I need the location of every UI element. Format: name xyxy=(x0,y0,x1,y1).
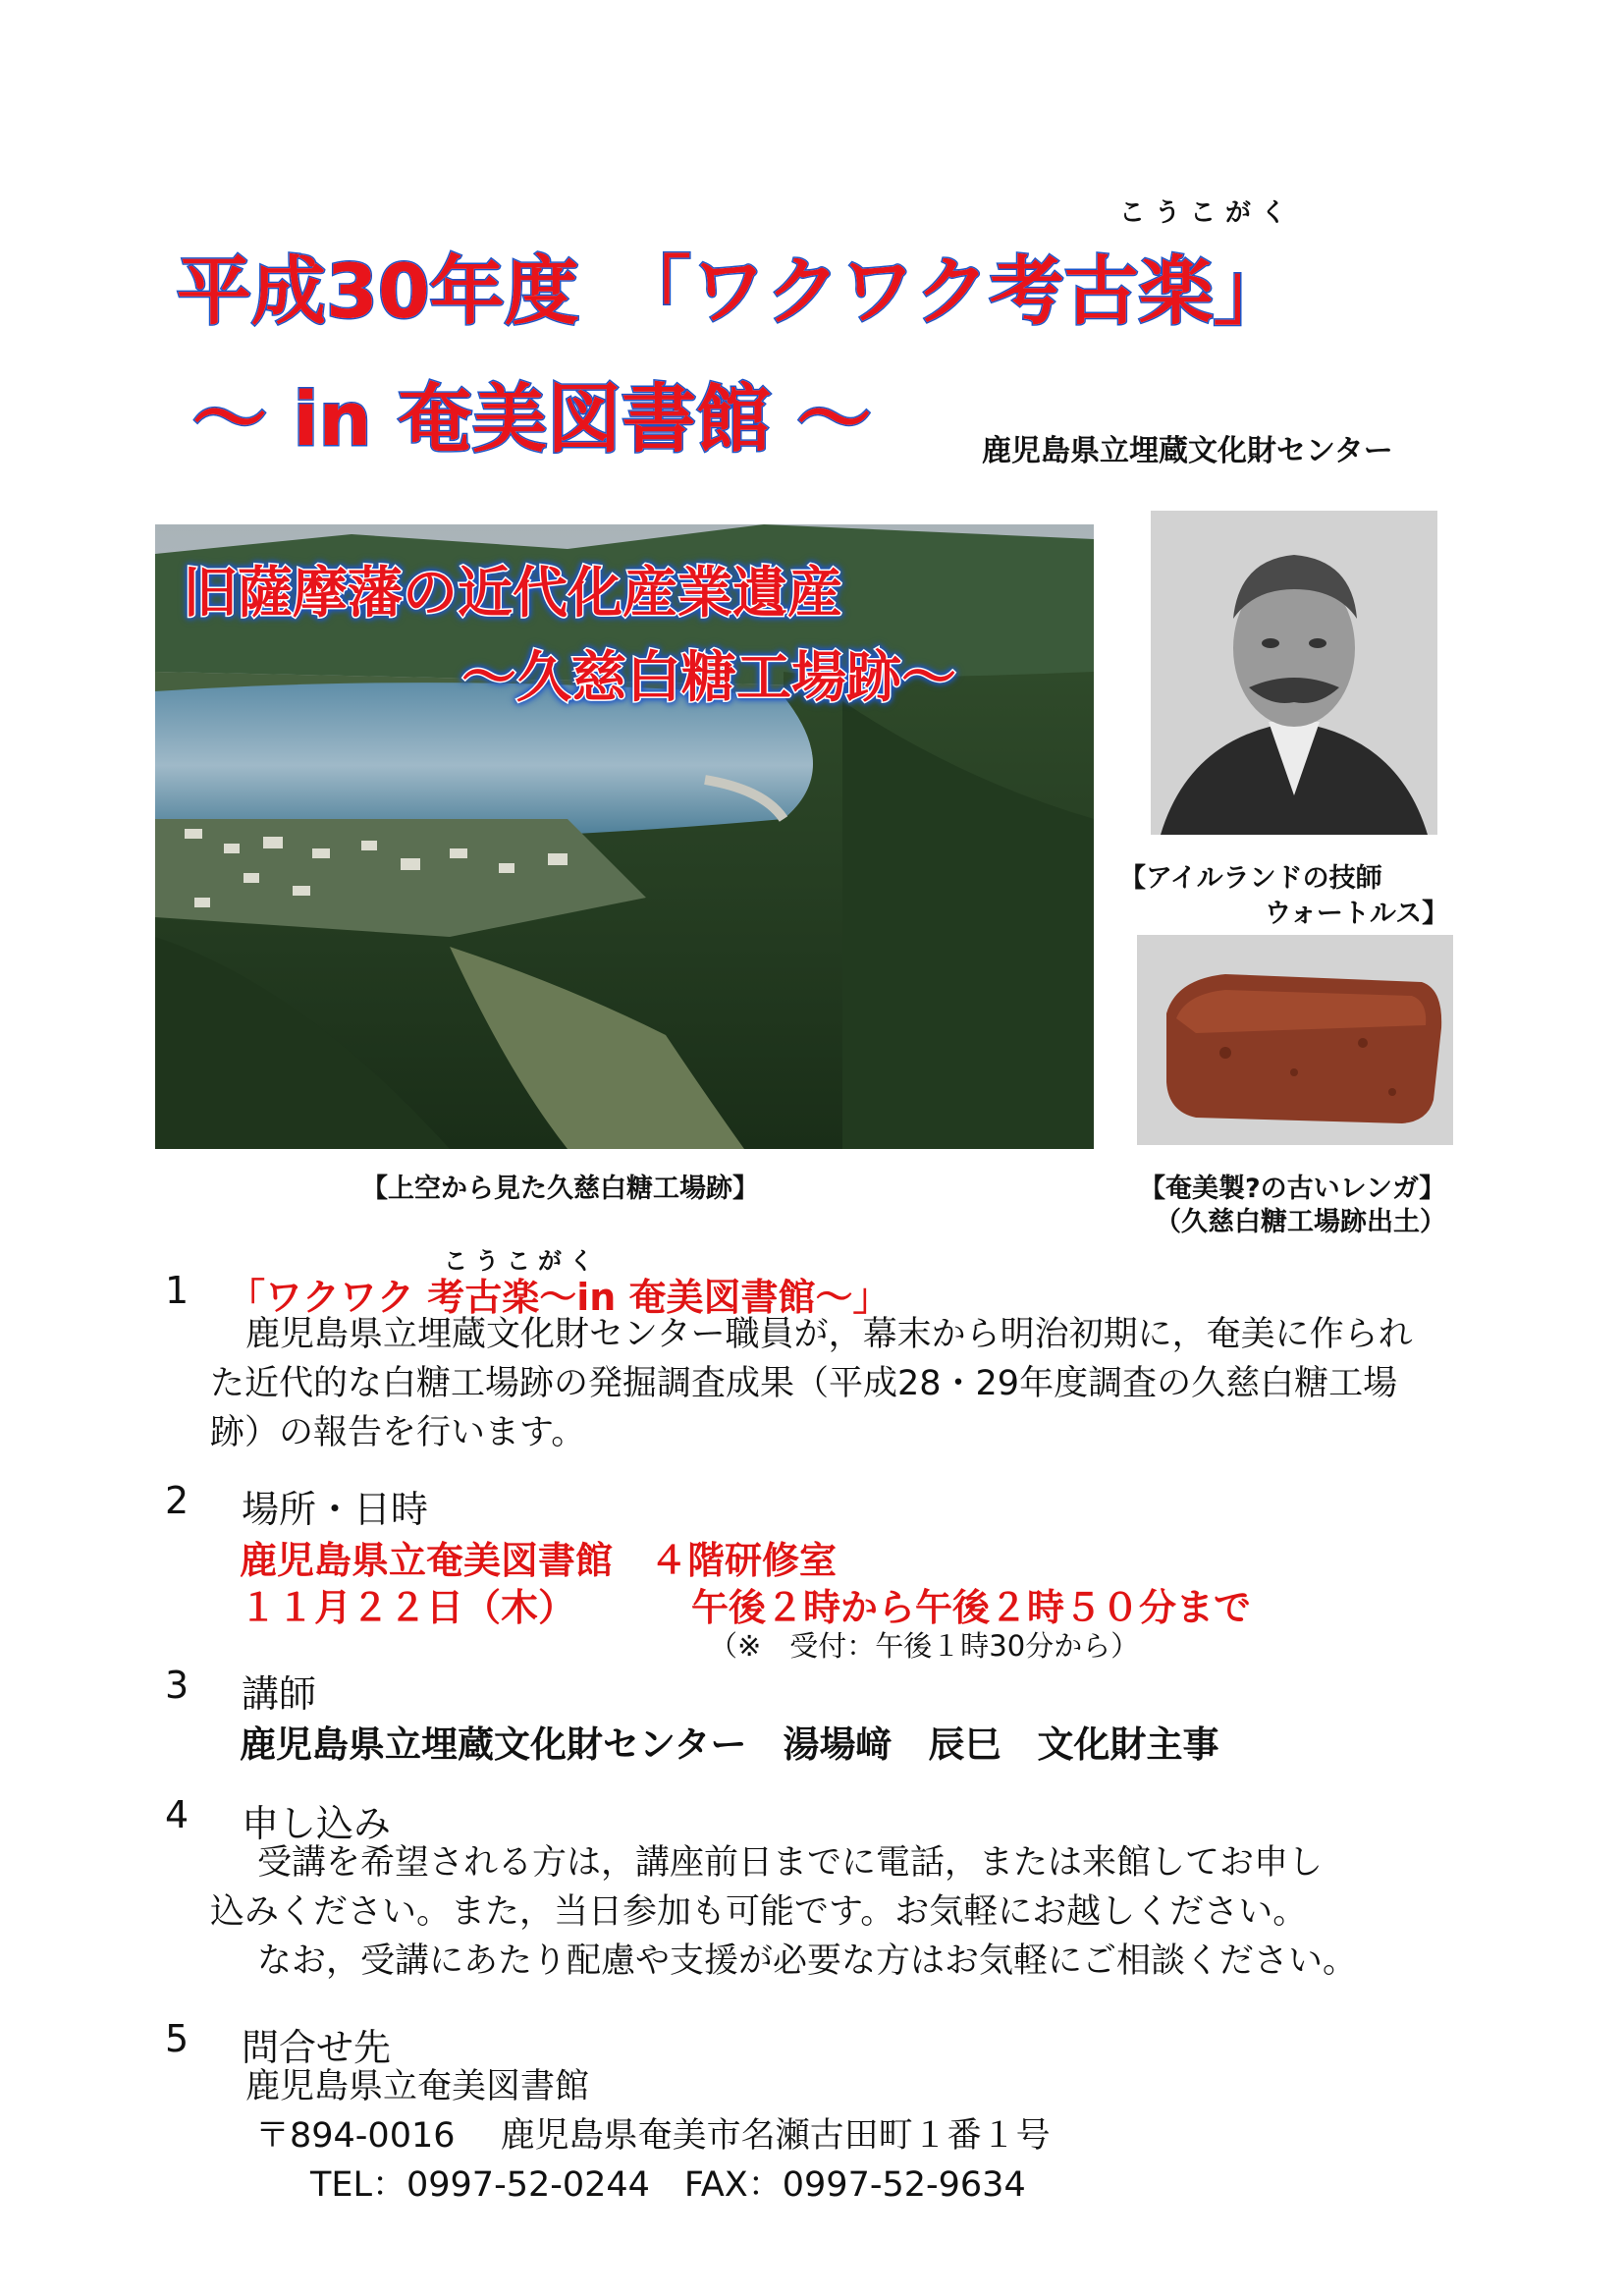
section4-body-line3: なお，受講にあたり配慮や支援が必要な方はお気軽にご相談ください。 xyxy=(257,1941,1358,1981)
section4-body-line2: 込みください。また，当日参加も可能です。お気軽にお越しください。 xyxy=(210,1892,1308,1932)
section4-number: 4 xyxy=(165,1793,189,1836)
brick-photo xyxy=(1137,935,1453,1145)
portrait-photo xyxy=(1151,511,1437,835)
portrait-image xyxy=(1151,511,1437,835)
page-subtitle: ～ in 奄美図書館 ～ xyxy=(192,375,872,463)
section4-title: 申し込み xyxy=(242,1802,392,1845)
brick-caption-line1: 【奄美製?の古いレンガ】 xyxy=(1139,1174,1446,1204)
section3-number: 3 xyxy=(165,1664,189,1707)
section5-title: 問合せ先 xyxy=(242,2026,392,2069)
section2-title: 場所・日時 xyxy=(242,1488,429,1531)
portrait-caption-line2: ウォートルス】 xyxy=(1265,899,1449,929)
section1-title: 「ワクワク 考古楽～in 奄美図書館～」 xyxy=(228,1276,891,1319)
contact-address: 〒894-0016 鹿児島県奄美市名瀬古田町１番１号 xyxy=(255,2116,1051,2156)
contact-phone-fax: TEL：0997-52-0244 FAX：0997-52-9634 xyxy=(310,2165,1026,2205)
aerial-overlay-subtitle: ～久慈白糖工場跡～ xyxy=(461,646,956,710)
aerial-overlay-title: 旧薩摩藩の近代化産業遺産 xyxy=(183,562,842,626)
page-title: 平成30年度 「ワクワク考古楽」 xyxy=(177,247,1288,335)
brick-caption-line2: （久慈白糖工場跡出土） xyxy=(1155,1207,1446,1237)
event-date: １１月２２日（木） xyxy=(240,1586,576,1629)
contact-organization: 鹿児島県立奄美図書館 xyxy=(245,2067,590,2106)
section1-body-line2: た近代的な白糖工場跡の発掘調査成果（平成28・29年度調査の久慈白糖工場 xyxy=(210,1364,1398,1403)
aerial-photo-caption: 【上空から見た久慈白糖工場跡】 xyxy=(361,1174,759,1204)
section2-number: 2 xyxy=(165,1479,189,1522)
section4-body-line1: 受講を希望される方は，講座前日までに電話，または来館してお申し xyxy=(257,1843,1324,1883)
title-furigana: こうこがく xyxy=(1119,198,1297,228)
organization-name: 鹿児島県立埋蔵文化財センター xyxy=(982,434,1393,468)
section1-body-line3: 跡）の報告を行います。 xyxy=(210,1413,586,1452)
event-time: 午後２時から午後２時５０分まで xyxy=(691,1586,1252,1629)
section5-number: 5 xyxy=(165,2017,189,2060)
section1-furigana: こうこがく xyxy=(444,1247,601,1275)
portrait-caption-line1: 【アイルランドの技師 xyxy=(1119,863,1382,894)
section3-title: 講師 xyxy=(242,1672,317,1716)
section1-body-line1: 鹿児島県立埋蔵文化財センター職員が，幕末から明治初期に，奄美に作られ xyxy=(245,1315,1413,1354)
brick-image xyxy=(1137,935,1453,1145)
section1-number: 1 xyxy=(165,1269,189,1312)
event-place: 鹿児島県立奄美図書館 ４階研修室 xyxy=(240,1539,838,1582)
lecturer-name: 鹿児島県立埋蔵文化財センター 湯場﨑 辰巳 文化財主事 xyxy=(240,1723,1219,1766)
reception-note: （※ 受付：午後１時30分から） xyxy=(709,1629,1140,1663)
